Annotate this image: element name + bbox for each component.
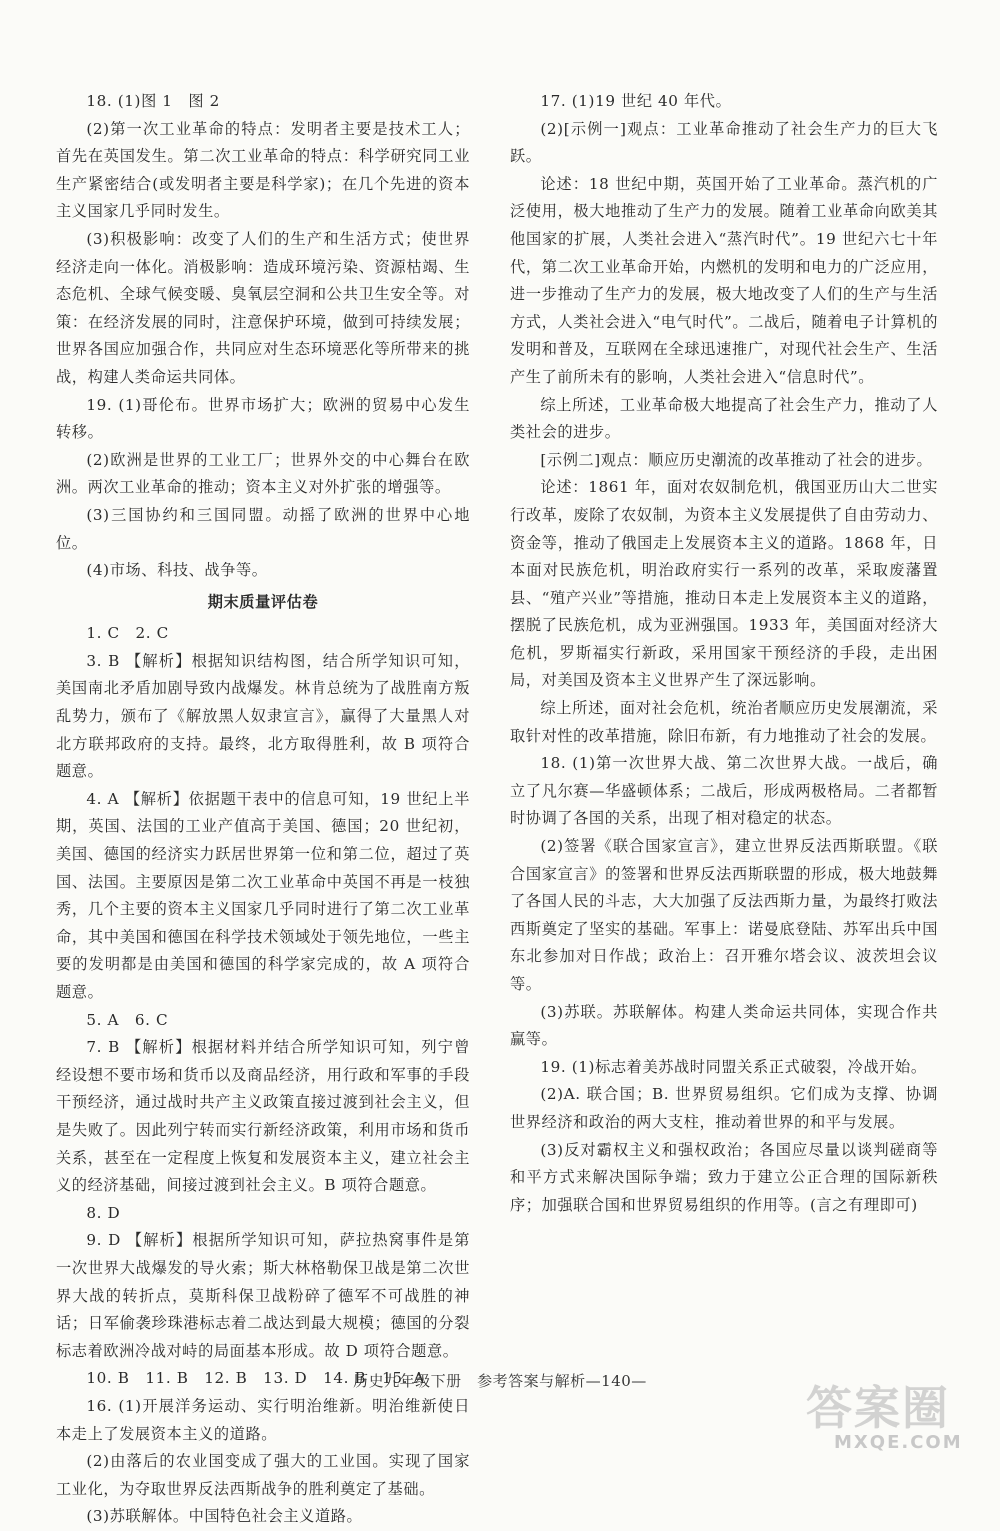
answer-19-3: (3)三国协约和三国同盟。动摇了欧洲的世界中心地位。	[56, 505, 470, 552]
watermark-title: 答案圈	[806, 1381, 950, 1435]
answer-19-1: 19. (1)哥伦布。世界市场扩大；欧洲的贸易中心发生转移。	[56, 395, 470, 442]
answer-16-1: 16. (1)开展洋务运动、实行明治维新。明治维新使日本走上了发展资本主义的道路。	[56, 1396, 470, 1443]
answer-5-6: 5. A 6. C	[86, 1010, 169, 1029]
page-footer: 历史九年级下册 参考答案与解析—140—	[353, 1372, 647, 1390]
section-heading: 期末质量评估卷	[207, 592, 319, 611]
answer-17-1: 17. (1)19 世纪 40 年代。	[540, 92, 732, 110]
answer-8: 8. D	[86, 1203, 121, 1222]
left-column	[56, 88, 470, 1531]
right-column	[510, 88, 938, 1219]
answer-18-3-final: (3)苏联。苏联解体。构建人类命运共同体，实现合作共赢等。	[510, 1002, 938, 1049]
answer-19-2-final: (2)A. 联合国；B. 世界贸易组织。它们成为支撑、协调世界经济和政治的两大支柱，推动着世界的和平与发展。	[510, 1085, 938, 1131]
answer-1-2: 1. C 2. C	[86, 624, 169, 643]
answer-18-3: (3)积极影响：改变了人们的生产和生活方式；使世界经济走向一体化。消极影响：造成环境污染、资源枯竭、生态危机、全球气候变暖、臭氧层空洞和公共卫生安全等。对策：在经济发展的同时，注意保护环境，做到可持续发展；世界各国应加强合作，共同应对生态环境恶化等所带来的挑战，构建人类命运共同体。	[56, 229, 470, 386]
watermark-logo	[806, 1372, 976, 1462]
answer-17-2-summary-1: 综上所述，工业革命极大地提高了社会生产力，推动了人类社会的进步。	[510, 395, 938, 442]
answer-17-2-argument-1: 论述：18 世纪中期，英国开始了工业革命。蒸汽机的广泛使用，极大地推动了生产力的发展。随着工业革命向欧美其他国家的扩展，人类社会进入“蒸汽时代”。19 世纪六七十年代，第二次工业革命开始，内燃机的发明和电力的广泛应用，进一步推动了生产力的发展，极大地改变了人们的生产与生活方式，人类社会进入“电气时代”。二战后，随着电子计算机的发明和普及，互联网在全球迅速推广，对现代社会生产、生活产生了前所未有的影响，人类社会进入“信息时代”。	[510, 174, 938, 386]
answer-16-3: (3)苏联解体。中国特色社会主义道路。	[86, 1507, 363, 1526]
answer-18-2: (2)第一次工业革命的特点：发明者主要是技术工人；首先在英国发生。第二次工业革命的特点：科学研究同工业生产紧密结合(或发明者主要是科学家)；在几个先进的资本主义国家几乎同时发生。	[56, 119, 470, 221]
answer-18-1: 18. (1)图 1 图 2	[86, 92, 220, 110]
answer-19-3-final: (3)反对霸权主义和强权政治；各国应尽量以谈判磋商等和平方式来解决国际争端；致力于建立公正合理的国际新秩序；加强联合国和世界贸易组织的作用等。(言之有理即可)	[510, 1140, 938, 1214]
answer-17-2-example-2: [示例二]观点：顺应历史潮流的改革推动了社会的进步。	[540, 450, 933, 469]
answer-7: 7. B 【解析】根据材料并结合所学知识可知，列宁曾经设想不要市场和货币以及商品经济，用行政和军事的手段干预经济，通过战时共产主义政策直接过渡到社会主义，但是失败了。因此列宁转而实行新经济政策，利用市场和货币关系，甚至在一定程度上恢复和发展资本主义，建立社会主义的经济基础，间接过渡到社会主义。B 项符合题意。	[56, 1038, 470, 1195]
answer-17-2-example-1: (2)[示例一]观点：工业革命推动了社会生产力的巨大飞跃。	[510, 119, 938, 166]
answer-17-2-argument-2: 论述：1861 年，面对农奴制危机，俄国亚历山大二世实行改革，废除了农奴制，为资本主义发展提供了自由劳动力、资金等，推动了俄国走上发展资本主义的道路。1868 年，日本面对民族危机，明治政府实行一系列的改革，采取废藩置县、“殖产兴业”等措施，推动日本走上发展资本主义的道路，摆脱了民族危机，成为亚洲强国。1933 年，美国面对经济大危机，罗斯福实行新政，采用国家干预经济的手段，走出困局，对美国及资本主义世界产生了深远影响。	[510, 478, 938, 690]
answer-16-2: (2)由落后的农业国变成了强大的工业国。实现了国家工业化，为夺取世界反法西斯战争的胜利奠定了基础。	[56, 1452, 470, 1498]
answer-19-2: (2)欧洲是世界的工业工厂；世界外交的中心舞台在欧洲。两次工业革命的推动；资本主义对外扩张的增强等。	[56, 450, 470, 497]
watermark-url: MXQE.COM	[834, 1432, 963, 1453]
answer-10-15: 10. B 11. B 12. B 13. D 14. B 15. A	[86, 1369, 426, 1388]
answer-19-4: (4)市场、科技、战争等。	[86, 561, 268, 580]
answer-18-1-final: 18. (1)第一次世界大战、第二次世界大战。一战后，确立了凡尔赛—华盛顿体系；二战后，形成两极格局。二者都暂时协调了各国的关系，出现了相对稳定的状态。	[510, 754, 938, 828]
answer-4: 4. A 【解析】依据题干表中的信息可知，19 世纪上半期，英国、法国的工业产值高于美国、德国；20 世纪初，美国、德国的经济实力跃居世界第一位和第二位，超过了英国、法国。主要原因是第二次工业革命中英国不再是一枝独秀，几个主要的资本主义国家几乎同时进行了第二次工业革命，其中美国和德国在科学技术领域处于领先地位，一些主要的发明都是由美国和德国的科学家完成的，故 A 项符合题意。	[56, 789, 470, 1001]
answer-19-1-final: 19. (1)标志着美苏战时同盟关系正式破裂，冷战开始。	[540, 1057, 927, 1076]
answer-18-2-final: (2)签署《联合国家宣言》，建立世界反法西斯联盟。《联合国家宣言》的签署和世界反法西斯联盟的形成，极大地鼓舞了各国人民的斗志，大大加强了反法西斯力量，为最终打败法西斯奠定了坚实的基础。军事上：诺曼底登陆、苏军出兵中国东北参加对日作战；政治上：召开雅尔塔会议、波茨坦会议等。	[510, 837, 938, 993]
answer-9: 9. D 【解析】根据所学知识可知，萨拉热窝事件是第一次世界大战爆发的导火索；斯大林格勒保卫战是第二次世界大战的转折点，莫斯科保卫战粉碎了德军不可战胜的神话；日军偷袭珍珠港标志着二战达到最大规模；德国的分裂标志着欧洲冷战对峙的局面基本形成。故 D 项符合题意。	[56, 1231, 470, 1360]
answer-3: 3. B 【解析】根据知识结构图，结合所学知识可知，美国南北矛盾加剧导致内战爆发。林肯总统为了战胜南方叛乱势力，颁布了《解放黑人奴隶宣言》，赢得了大量黑人对北方联邦政府的支持。最终，北方取得胜利，故 B 项符合题意。	[56, 651, 470, 781]
answer-17-2-summary-2: 综上所述，面对社会危机，统治者顺应历史发展潮流，采取针对性的改革措施，除旧布新，有力地推动了社会的发展。	[510, 699, 938, 745]
